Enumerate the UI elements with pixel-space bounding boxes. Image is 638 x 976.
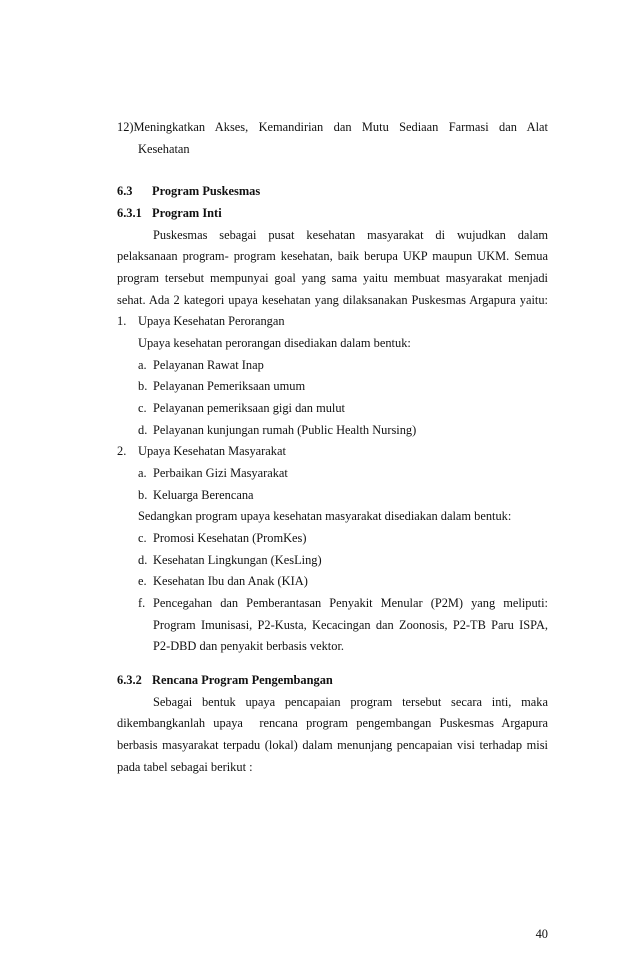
list-title: Upaya Kesehatan Perorangan [138, 314, 285, 328]
para-line: sehat. Ada 2 kategori upaya kesehatan yang dilaksanakan Puskesmas Argapura yaitu: [117, 293, 548, 307]
list-item: b. Keluarga Berencana [138, 488, 254, 502]
section-6-3-1-heading [117, 205, 548, 221]
list-item: d. Pelayanan kunjungan rumah (Public Health Nursing) [138, 423, 417, 437]
para-line: program tersebut mempunyai goal yang sama yaitu membuat masyarakat menjadi [117, 271, 548, 285]
list-number: 2. [117, 444, 127, 458]
list-title: Upaya Kesehatan Masyarakat [138, 444, 286, 458]
section-title: Rencana Program Pengembangan [152, 673, 333, 687]
list-item: d. Kesehatan Lingkungan (KesLing) [138, 553, 322, 567]
para-line: Sebagai bentuk upaya pencapaian program tersebut secara inti, maka [153, 695, 548, 709]
section-number: 6.3.2 [117, 673, 142, 687]
list-item-f-line1: f. Pencegahan dan Pemberantasan Penyakit Menular (P2M) yang meliputi: [138, 596, 548, 610]
para-line: dikembangkanlah upaya rencana program pengembangan Puskesmas Argapura [117, 716, 548, 730]
item-12-line2: Kesehatan [138, 142, 190, 156]
list-2-heading [117, 443, 548, 459]
page-number: 40 [535, 927, 548, 941]
item-12-number: 12) [117, 120, 134, 134]
list-item: a. Perbaikan Gizi Masyarakat [138, 466, 288, 480]
section-title: Program Inti [152, 206, 222, 220]
section-6-3-heading [117, 183, 548, 199]
para-line: pada tabel sebagai berikut : [117, 760, 253, 774]
section-number: 6.3.1 [117, 206, 142, 220]
list-1-heading [117, 313, 548, 329]
list-item-f-line3: P2-DBD dan penyakit berbasis vektor. [153, 639, 344, 653]
para-line: Puskesmas sebagai pusat kesehatan masyarakat di wujudkan dalam [153, 228, 548, 242]
section-title: Program Puskesmas [152, 184, 261, 198]
item-12-line1 [117, 119, 548, 135]
list-item: c. Promosi Kesehatan (PromKes) [138, 531, 307, 545]
list-number: 1. [117, 314, 127, 328]
list-item: e. Kesehatan Ibu dan Anak (KIA) [138, 574, 308, 588]
section-number: 6.3 [117, 184, 133, 198]
item-12-text: Meningkatkan Akses, Kemandirian dan Mutu Sediaan Farmasi dan Alat [133, 120, 548, 134]
list-item: c. Pelayanan pemeriksaan gigi dan mulut [138, 401, 346, 415]
list-item-f-line2: Program Imunisasi, P2-Kusta, Kecacingan dan Zoonosis, P2-TB Paru ISPA, [153, 618, 548, 632]
list-2-intro: Sedangkan program upaya kesehatan masyarakat disediakan dalam bentuk: [138, 509, 512, 523]
list-item: b. Pelayanan Pemeriksaan umum [138, 379, 306, 393]
list-1-intro: Upaya kesehatan perorangan disediakan dalam bentuk: [138, 336, 411, 350]
para-line: pelaksanaan program- program kesehatan, baik berupa UKP maupun UKM. Semua [117, 249, 548, 263]
list-item: a. Pelayanan Rawat Inap [138, 358, 264, 372]
section-6-3-2-heading [117, 672, 548, 688]
para-line: berbasis masyarakat terpadu (lokal) dalam menunjang pencapaian visi terhadap misi [117, 738, 548, 752]
